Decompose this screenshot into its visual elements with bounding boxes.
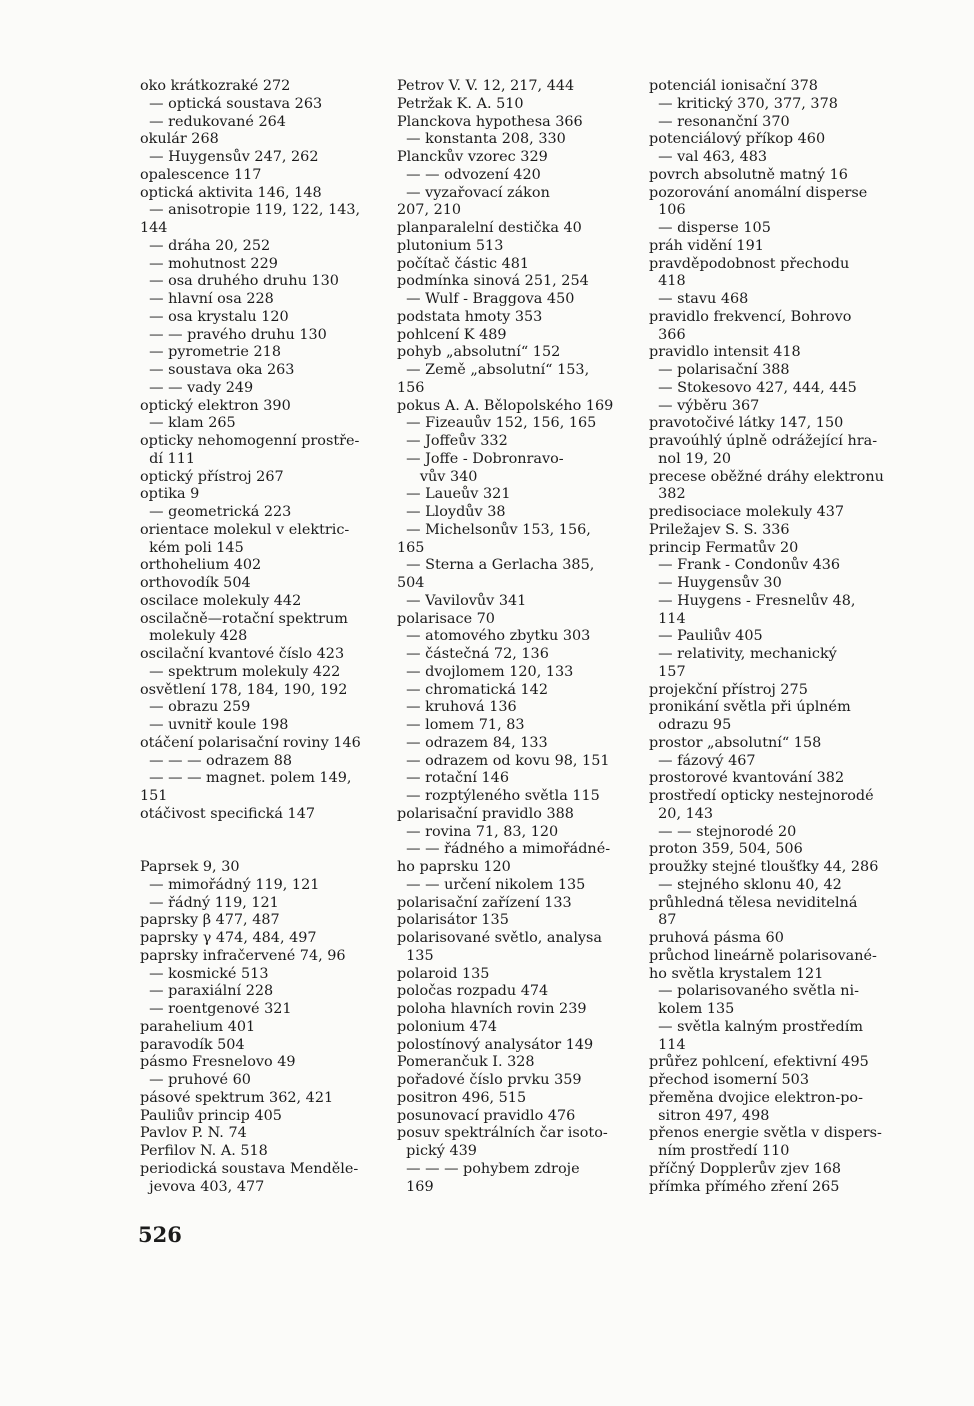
index-entry: 114 xyxy=(649,1036,686,1053)
index-entry: — — — odrazem 88 xyxy=(140,752,293,769)
index-entry: — lomem 71, 83 xyxy=(397,717,525,733)
index-entry: 87 xyxy=(649,912,677,929)
index-entry: — kruhová 136 xyxy=(397,699,517,716)
index-entry: dí 111 xyxy=(140,450,196,467)
index-entry: precese oběžné dráhy elektronu xyxy=(649,468,884,485)
index-column-2 xyxy=(397,78,639,1196)
index-entry: Pauliův princip 405 xyxy=(140,1107,282,1124)
page-number: 526 xyxy=(138,1222,182,1247)
blank-line xyxy=(140,824,385,842)
index-entry: — polarisovaného světla ni- xyxy=(649,983,860,1000)
index-entry: — atomového zbytku 303 xyxy=(397,628,591,645)
index-entry: — — určení nikolem 135 xyxy=(397,876,586,893)
index-entry: pravotočivé látky 147, 150 xyxy=(649,415,844,432)
index-entry: přenos energie světla v dispers- xyxy=(649,1125,882,1142)
index-entry: — — řádného a mimořádné- xyxy=(397,841,611,858)
index-entry: pohyb „absolutní“ 152 xyxy=(397,344,561,361)
index-entry: — klam 265 xyxy=(140,415,236,432)
index-entry: — osa krystalu 120 xyxy=(140,308,289,325)
index-entry: — stavu 468 xyxy=(649,291,749,307)
index-entry: kém poli 145 xyxy=(140,539,244,556)
index-entry: — částečná 72, 136 xyxy=(397,646,549,662)
index-entry: práh vidění 191 xyxy=(649,237,764,254)
index-entry: — pyrometrie 218 xyxy=(140,344,281,361)
index-entry: ho paprsku 120 xyxy=(397,859,511,875)
index-entry: — kritický 370, 377, 378 xyxy=(649,95,838,112)
index-entry: opalescence 117 xyxy=(140,166,262,183)
index-entry: — Pauliův 405 xyxy=(649,628,763,645)
index-column-3 xyxy=(649,78,899,1196)
index-entry: 20, 143 xyxy=(649,805,714,822)
index-entry: 151 xyxy=(140,788,168,804)
index-entry: — hlavní osa 228 xyxy=(140,291,274,307)
index-entry: — roentgenové 321 xyxy=(140,1001,292,1017)
index-entry: Planckova hypothesa 366 xyxy=(397,113,583,130)
index-entry: — Huygensův 30 xyxy=(649,575,782,591)
index-entry: — — stejnorodé 20 xyxy=(649,823,797,840)
index-entry: 165 xyxy=(397,539,425,556)
index-entry: přeměna dvojice elektron-po- xyxy=(649,1089,863,1106)
index-entry: polostínový analysátor 149 xyxy=(397,1036,594,1053)
index-entry: — Fizeauův 152, 156, 165 xyxy=(397,415,597,432)
index-entry: pravděpodobnost přechodu xyxy=(649,255,850,272)
index-entry: jevova 403, 477 xyxy=(140,1178,265,1195)
index-entry: pravidlo frekvencí, Bohrovo xyxy=(649,308,852,325)
index-entry: optický elektron 390 xyxy=(140,397,291,414)
index-entry: — Joffeův 332 xyxy=(397,433,508,449)
index-entry: prostorové kvantování 382 xyxy=(649,770,845,787)
index-entry: — řádný 119, 121 xyxy=(140,894,279,911)
index-entry: polaroid 135 xyxy=(397,965,490,982)
index-entry: — disperse 105 xyxy=(649,220,771,236)
index-entry: otáčení polarisační roviny 146 xyxy=(140,734,361,751)
index-entry: orientace molekul v elektric- xyxy=(140,521,350,538)
index-entry: kolem 135 xyxy=(649,1001,735,1017)
index-entry: projekční přístroj 275 xyxy=(649,681,808,698)
index-entry: oscilace molekuly 442 xyxy=(140,592,302,609)
index-entry: 207, 210 xyxy=(397,202,462,219)
index-entry: — rozptýleného světla 115 xyxy=(397,788,600,804)
index-entry: 114 xyxy=(649,610,686,627)
index-entry: — Frank - Condonův 436 xyxy=(649,557,841,574)
index-entry: posunovací pravidlo 476 xyxy=(397,1107,576,1124)
index-entry: Pomerančuk I. 328 xyxy=(397,1054,535,1071)
index-entry: ho světla krystalem 121 xyxy=(649,965,824,982)
index-entry: pruhová pásma 60 xyxy=(649,930,784,946)
index-entry: optická aktivita 146, 148 xyxy=(140,184,322,201)
index-entry: princip Fermatův 20 xyxy=(649,539,799,556)
index-entry: 156 xyxy=(397,379,425,396)
index-entry: oko krátkozraké 272 xyxy=(140,78,291,94)
index-entry: průřez pohlcení, efektivní 495 xyxy=(649,1054,869,1071)
blank-line xyxy=(140,841,385,859)
index-entry: poločas rozpadu 474 xyxy=(397,983,549,1000)
index-entry: polonium 474 xyxy=(397,1018,497,1035)
index-entry: pásové spektrum 362, 421 xyxy=(140,1089,334,1106)
index-entry: potenciál ionisační 378 xyxy=(649,78,818,94)
index-entry: — — — pohybem zdroje xyxy=(397,1160,580,1177)
index-entry: — Stokesovo 427, 444, 445 xyxy=(649,379,857,396)
index-entry: nol 19, 20 xyxy=(649,450,732,467)
index-entry: — soustava oka 263 xyxy=(140,362,295,378)
index-entry: průchod lineárně polarisované- xyxy=(649,947,877,964)
index-entry: — polarisační 388 xyxy=(649,362,790,378)
index-entry: pásmo Fresnelovo 49 xyxy=(140,1054,296,1071)
index-entry: — anisotropie 119, 122, 143, xyxy=(140,202,361,219)
index-entry: paravodík 504 xyxy=(140,1036,245,1053)
index-entry: molekuly 428 xyxy=(140,628,248,645)
index-entry: 169 xyxy=(397,1178,434,1195)
index-entry: — Vavilovův 341 xyxy=(397,592,527,609)
index-entry: pravoúhlý úplně odrážející hra- xyxy=(649,433,878,449)
index-entry: — Sterna a Gerlacha 385, xyxy=(397,557,595,574)
index-entry: — odrazem od kovu 98, 151 xyxy=(397,752,610,769)
index-entry: proton 359, 504, 506 xyxy=(649,841,803,858)
index-entry: polarisační pravidlo 388 xyxy=(397,805,574,822)
index-entry: Perfilov N. A. 518 xyxy=(140,1143,268,1159)
index-entry: — spektrum molekuly 422 xyxy=(140,663,341,680)
index-entry: — vyzařovací zákon xyxy=(397,184,550,201)
index-entry: příčný Dopplerův zjev 168 xyxy=(649,1160,842,1177)
index-column-1 xyxy=(140,78,385,1196)
index-entry: 504 xyxy=(397,575,425,591)
index-entry: polarisace 70 xyxy=(397,610,495,627)
index-entry: predisociace molekuly 437 xyxy=(649,504,845,520)
index-entry: plutonium 513 xyxy=(397,237,504,254)
index-entry: pravidlo intensit 418 xyxy=(649,344,801,361)
index-entry: sitron 497, 498 xyxy=(649,1107,770,1124)
index-entry: — mohutnost 229 xyxy=(140,255,278,272)
index-entry: oscilační kvantové číslo 423 xyxy=(140,646,345,662)
index-entry: pořadové číslo prvku 359 xyxy=(397,1072,582,1088)
index-entry: optický přístroj 267 xyxy=(140,468,284,485)
index-entry: positron 496, 515 xyxy=(397,1089,527,1106)
index-entry: pozorování anomální disperse xyxy=(649,184,868,201)
index-entry: — osa druhého druhu 130 xyxy=(140,273,339,290)
index-entry: — rotační 146 xyxy=(397,770,509,787)
index-entry: počítač částic 481 xyxy=(397,255,530,272)
index-entry: — — odvození 420 xyxy=(397,166,541,183)
index-entry: 135 xyxy=(397,947,434,964)
index-entry: pický 439 xyxy=(397,1143,477,1159)
index-entry: — výběru 367 xyxy=(649,397,760,414)
index-entry: — stejného sklonu 40, 42 xyxy=(649,876,842,893)
index-entry: — optická soustava 263 xyxy=(140,95,323,112)
index-entry: — Huygens - Fresnelův 48, xyxy=(649,592,856,609)
index-entry: — Wulf - Braggova 450 xyxy=(397,291,575,307)
index-entry: — Michelsonův 153, 156, xyxy=(397,521,591,538)
index-entry: planparalelní destička 40 xyxy=(397,220,582,236)
index-entry: — paraxiální 228 xyxy=(140,983,274,1000)
index-entry: parahelium 401 xyxy=(140,1018,256,1035)
index-entry: vův 340 xyxy=(397,468,478,485)
index-entry: poloha hlavních rovin 239 xyxy=(397,1001,587,1017)
index-entry: prostor „absolutní“ 158 xyxy=(649,734,822,751)
index-entry: — dráha 20, 252 xyxy=(140,237,271,254)
index-entry: podmínka sinová 251, 254 xyxy=(397,273,589,290)
index-entry: paprsky β 477, 487 xyxy=(140,912,280,929)
index-entry: optika 9 xyxy=(140,486,200,503)
index-entry: prostředí opticky nestejnorodé xyxy=(649,788,874,804)
index-entry: polarisační zařízení 133 xyxy=(397,894,572,911)
index-entry: oscilačně—rotační spektrum xyxy=(140,610,348,627)
index-entry: posuv spektrálních čar isoto- xyxy=(397,1125,608,1142)
index-entry: paprsky γ 474, 484, 497 xyxy=(140,930,317,946)
index-entry: Petržak K. A. 510 xyxy=(397,95,524,112)
index-entry: — redukované 264 xyxy=(140,113,286,130)
index-entry: 157 xyxy=(649,663,686,680)
index-entry: odrazu 95 xyxy=(649,717,732,733)
index-entry: orthovodík 504 xyxy=(140,575,251,591)
index-entry: — val 463, 483 xyxy=(649,149,768,165)
index-entry: ním prostředí 110 xyxy=(649,1143,790,1159)
index-entry: polarisátor 135 xyxy=(397,912,509,929)
index-entry: Pavlov P. N. 74 xyxy=(140,1125,247,1142)
index-entry: průhledná tělesa neviditelná xyxy=(649,894,858,911)
index-entry: — uvnitř koule 198 xyxy=(140,717,289,733)
index-entry: — konstanta 208, 330 xyxy=(397,131,566,148)
index-entry: — dvojlomem 120, 133 xyxy=(397,663,574,680)
index-entry: — fázový 467 xyxy=(649,752,756,769)
index-entry: 418 xyxy=(649,273,686,290)
index-entry: — Joffe - Dobronravo- xyxy=(397,450,564,467)
index-entry: osvětlení 178, 184, 190, 192 xyxy=(140,681,348,698)
index-entry: — — vady 249 xyxy=(140,379,254,396)
index-entry: přímka přímého zření 265 xyxy=(649,1178,840,1195)
index-entry: okulár 268 xyxy=(140,131,219,148)
index-entry: — geometrická 223 xyxy=(140,504,292,520)
index-entry: Priležajev S. S. 336 xyxy=(649,521,790,538)
index-entry: — — — magnet. polem 149, xyxy=(140,770,352,787)
index-entry: povrch absolutně matný 16 xyxy=(649,166,848,183)
index-entry: — chromatická 142 xyxy=(397,681,548,698)
index-entry: potenciálový příkop 460 xyxy=(649,131,826,148)
index-entry: — obrazu 259 xyxy=(140,699,251,716)
section-start-entry: Paprsek 9, 30 xyxy=(140,859,240,875)
index-entry: pohlcení K 489 xyxy=(397,326,507,343)
index-entry: pronikání světla při úplném xyxy=(649,699,851,716)
index-entry: periodická soustava Menděle- xyxy=(140,1160,359,1177)
index-entry: — kosmické 513 xyxy=(140,965,269,982)
index-entry: — — pravého druhu 130 xyxy=(140,326,327,343)
index-entry: — světla kalným prostředím xyxy=(649,1018,863,1035)
index-entry: — Země „absolutní“ 153, xyxy=(397,362,590,378)
index-entry: Planckův vzorec 329 xyxy=(397,149,548,165)
index-entry: — relativity, mechanický xyxy=(649,646,837,662)
index-entry: — Laueův 321 xyxy=(397,486,511,503)
index-entry: polarisované světlo, analysa xyxy=(397,930,603,946)
index-entry: 106 xyxy=(649,202,686,219)
index-entry: otáčivost specifická 147 xyxy=(140,805,315,822)
index-entry: — pruhové 60 xyxy=(140,1072,251,1088)
index-entry: — Lloydův 38 xyxy=(397,504,506,520)
index-entry: — rovina 71, 83, 120 xyxy=(397,823,559,840)
index-entry: paprsky infračervené 74, 96 xyxy=(140,947,346,964)
index-entry: proužky stejné tloušťky 44, 286 xyxy=(649,859,879,875)
index-entry: přechod isomerní 503 xyxy=(649,1072,809,1088)
index-entry: podstata hmoty 353 xyxy=(397,308,543,325)
index-entry: opticky nehomogenní prostře- xyxy=(140,433,360,449)
index-entry: 144 xyxy=(140,220,168,236)
index-entry: — odrazem 84, 133 xyxy=(397,734,548,751)
index-entry: — mimořádný 119, 121 xyxy=(140,876,320,893)
index-entry: orthohelium 402 xyxy=(140,557,262,574)
index-entry: — resonanční 370 xyxy=(649,113,790,130)
index-entry: pokus A. A. Bělopolského 169 xyxy=(397,397,614,414)
index-entry: 382 xyxy=(649,486,686,503)
index-entry: — Huygensův 247, 262 xyxy=(140,149,319,165)
index-entry: Petrov V. V. 12, 217, 444 xyxy=(397,78,575,94)
index-entry: 366 xyxy=(649,326,686,343)
